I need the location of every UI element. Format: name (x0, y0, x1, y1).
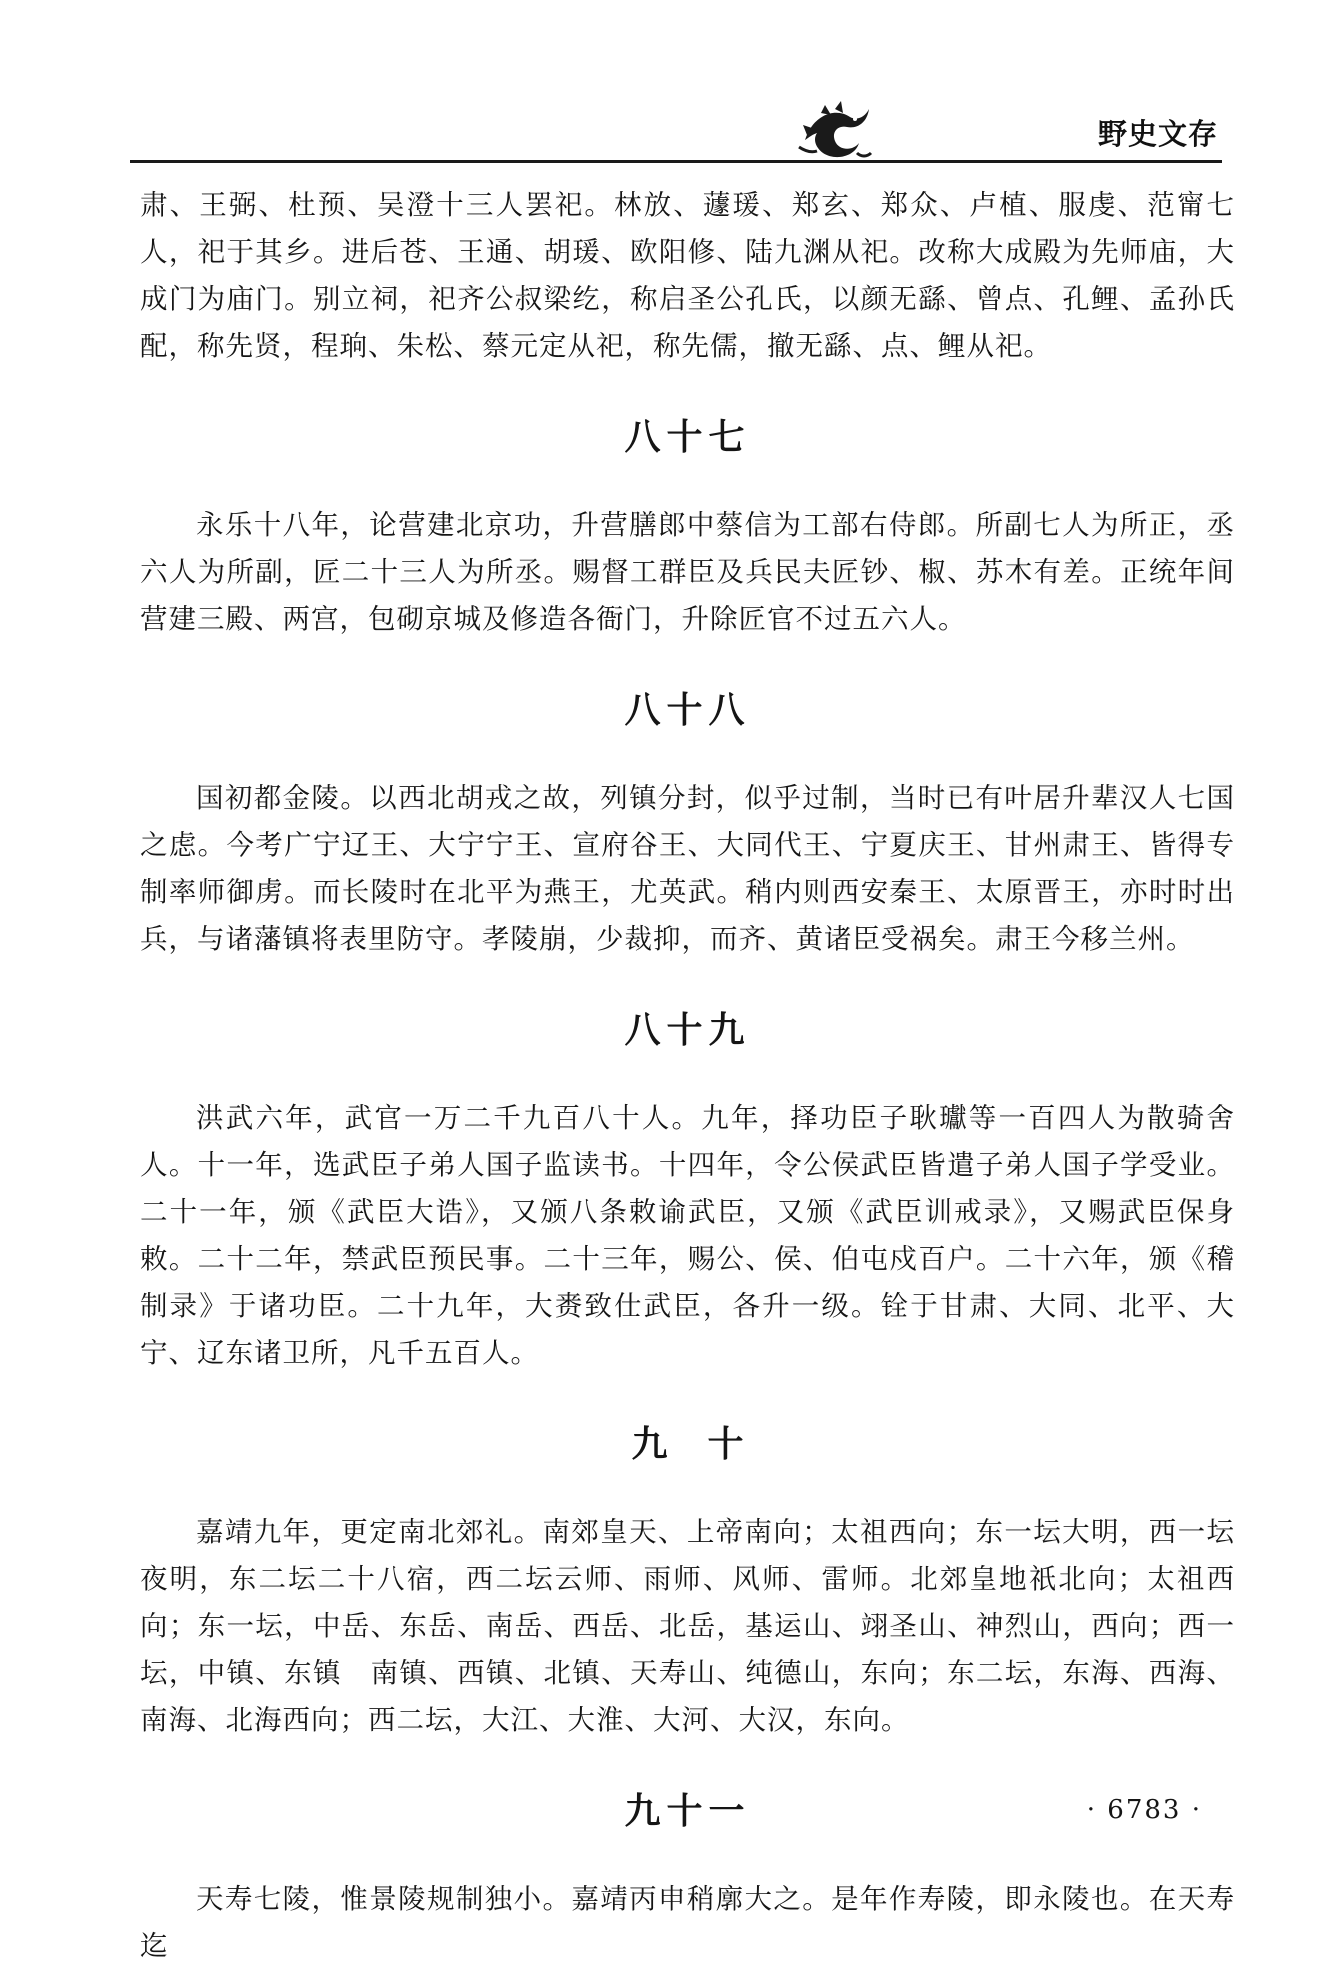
page-body (140, 182, 1235, 1970)
section-heading-91: 九十一 (624, 1790, 751, 1832)
dragon-emblem-icon (795, 95, 875, 165)
section-text-90: 嘉靖九年，更定南北郊礼。南郊皇天、上帝南向；太祖西向；东一坛大明，西一坛夜明，东二坛二十八宿，西二坛云师、雨师、风师、雷师。北郊皇地祇北向；太祖西向；东一坛，中岳、东岳、南岳、西岳、北岳，基运山、翊圣山、神烈山，西向；西一坛，中镇、东镇 南镇、西镇、北镇、天寿山、纯德山，东向；东二坛，东海、西海、南海、北海西向；西二坛，大江、大淮、大河、大汉，东向。 (140, 1516, 1235, 1736)
header-rule (130, 160, 1222, 163)
section-heading-89: 八十九 (624, 1009, 751, 1051)
continued-paragraph: 肃、王弼、杜预、吴澄十三人罢祀。林放、蘧瑗、郑玄、郑众、卢植、服虔、范甯七人，祀于其乡。进后苍、王通、胡瑗、欧阳修、陆九渊从祀。改称大成殿为先师庙，大成门为庙门。别立祠，祀齐公叔梁纥，称启圣公孔氏，以颜无繇、曾点、孔鲤、孟孙氏配，称先贤，程珦、朱松、蔡元定从祀，称先儒，撤无繇、点、鲤从祀。 (140, 189, 1235, 362)
section-text-91: 天寿七陵，惟景陵规制独小。嘉靖丙申稍廓大之。是年作寿陵，即永陵也。在天寿迄 (140, 1883, 1235, 1962)
series-title: 野史文存 (1097, 117, 1218, 151)
page-number: · 6783 · (1086, 1795, 1202, 1825)
page-header (0, 0, 1322, 180)
section-text-88: 国初都金陵。以西北胡戎之故，列镇分封，似乎过制，当时已有叶居升辈汉人七国之虑。今考广宁辽王、大宁宁王、宣府谷王、大同代王、宁夏庆王、甘州肃王、皆得专制率师御虏。而长陵时在北平为燕王，尤英武。稍内则西安秦王、太原晋王，亦时时出兵，与诸藩镇将表里防守。孝陵崩，少裁抑，而齐、黄诸臣受祸矣。肃王今移兰州。 (140, 782, 1235, 955)
section-text-87: 永乐十八年，论营建北京功，升营膳郎中蔡信为工部右侍郎。所副七人为所正，丞六人为所副，匠二十三人为所丞。赐督工群臣及兵民夫匠钞、椒、苏木有差。正统年间营建三殿、两宫，包砌京城及修造各衙门，升除匠官不过五六人。 (140, 509, 1235, 635)
section-text-89: 洪武六年，武官一万二千九百八十人。九年，择功臣子耿瓛等一百四人为散骑舍人。十一年，选武臣子弟人国子监读书。十四年，令公侯武臣皆遣子弟人国子学受业。二十一年，颁《武臣大诰》，又颁八条敕谕武臣，又颁《武臣训戒录》，又赐武臣保身敕。二十二年，禁武臣预民事。二十三年，赐公、侯、伯屯戍百户。二十六年，颁《稽制录》于诸功臣。二十九年，大赉致仕武臣，各升一级。铨于甘肃、大同、北平、大宁、辽东诸卫所，凡千五百人。 (140, 1102, 1235, 1369)
section-heading-90: 九十 (631, 1423, 784, 1465)
section-heading-87: 八十七 (624, 416, 751, 458)
section-heading-88: 八十八 (624, 689, 751, 731)
